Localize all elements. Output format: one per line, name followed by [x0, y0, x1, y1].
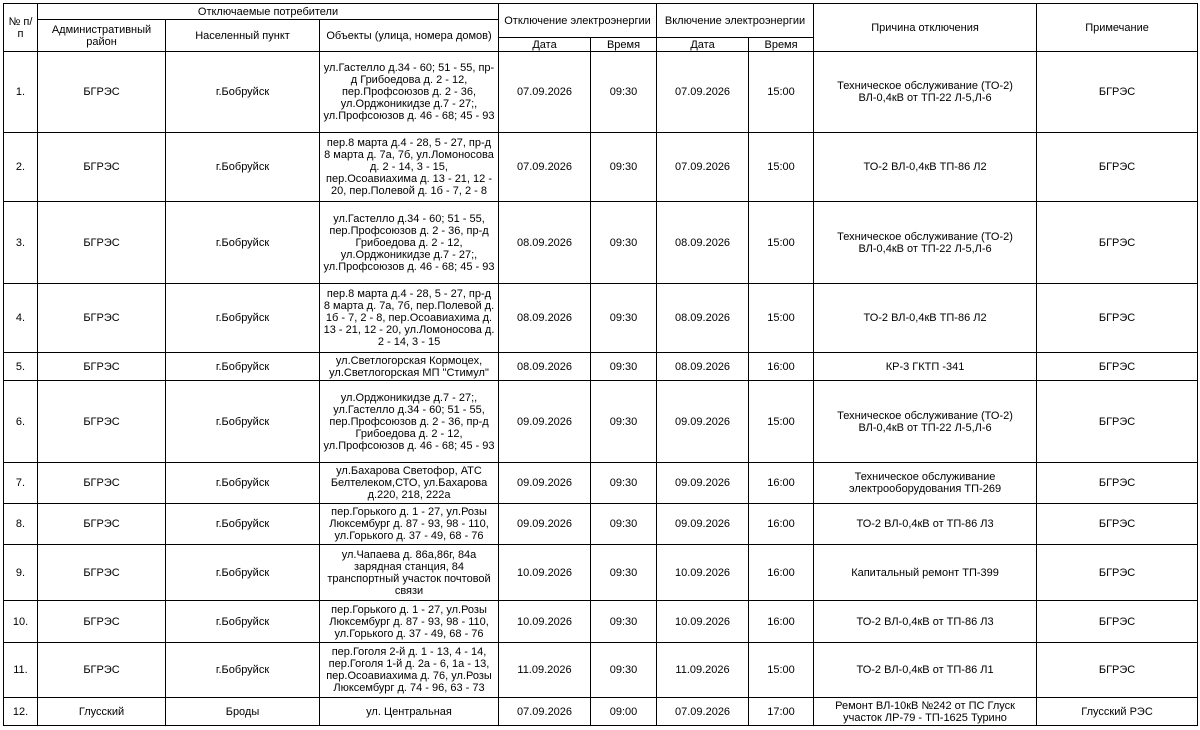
row-on-time: 17:00: [749, 698, 814, 726]
row-objects: пер.Горького д. 1 - 27, ул.Розы Люксембург д. 87 - 93, 98 - 110, ул.Горького д. 37 - 49, 68 - 76: [320, 601, 499, 643]
row-on-time: 16:00: [749, 353, 814, 381]
table-row: [4, 698, 1198, 726]
row-num: 7.: [4, 463, 38, 504]
row-objects: пер.Горького д. 1 - 27, ул.Розы Люксембург д. 87 - 93, 98 - 110, ул.Горького д. 37 - 49, 68 - 76: [320, 504, 499, 545]
row-locality: г.Бобруйск: [166, 133, 320, 202]
row-locality: г.Бобруйск: [166, 284, 320, 353]
row-on-time: 16:00: [749, 504, 814, 545]
row-on-date: 11.09.2026: [657, 643, 749, 698]
row-reason: ТО-2 ВЛ-0,4кВ ТП-86 Л2: [814, 284, 1037, 353]
header-consumers-group: Отключаемые потребители: [38, 4, 499, 20]
row-note: БГРЭС: [1037, 353, 1198, 381]
row-objects: ул.Орджоникидзе д.7 - 27;, ул.Гастелло д.34 - 60; 51 - 55, пер.Профсоюзов д. 2 - 36, пр-д Грибоедова д. 2 - 12, ул.Профсоюзов д. 46 - 68; 45 - 93: [320, 381, 499, 463]
row-note: Глусский РЭС: [1037, 698, 1198, 726]
row-district: БГРЭС: [38, 133, 166, 202]
row-on-time: 15:00: [749, 381, 814, 463]
row-district: БГРЭС: [38, 381, 166, 463]
row-objects: ул.Чапаева д. 86а,86г, 84а зарядная станция, 84 транспортный участок почтовой связи: [320, 545, 499, 601]
table-row: [4, 381, 1198, 463]
row-off-date: 11.09.2026: [499, 643, 591, 698]
row-locality: Броды: [166, 698, 320, 726]
row-num: 8.: [4, 504, 38, 545]
table-row: [4, 643, 1198, 698]
row-num: 12.: [4, 698, 38, 726]
row-reason: Капитальный ремонт ТП-399: [814, 545, 1037, 601]
row-off-time: 09:00: [591, 698, 657, 726]
row-locality: г.Бобруйск: [166, 381, 320, 463]
row-num: 4.: [4, 284, 38, 353]
row-off-time: 09:30: [591, 601, 657, 643]
header-locality: Населенный пункт: [166, 20, 320, 52]
row-reason: КР-3 ГКТП -341: [814, 353, 1037, 381]
row-district: БГРЭС: [38, 52, 166, 133]
row-on-date: 10.09.2026: [657, 601, 749, 643]
header-objects: Объекты (улица, номера домов): [320, 20, 499, 52]
row-on-date: 08.09.2026: [657, 284, 749, 353]
row-off-time: 09:30: [591, 504, 657, 545]
row-district: БГРЭС: [38, 504, 166, 545]
row-num: 2.: [4, 133, 38, 202]
table-row: [4, 463, 1198, 504]
row-district: БГРЭС: [38, 202, 166, 284]
row-on-date: 07.09.2026: [657, 698, 749, 726]
row-objects: пер.8 марта д.4 - 28, 5 - 27, пр-д 8 марта д. 7а, 7б, пер.Полевой д. 1б - 7, 2 - 8, пер.Осоавиахима д. 13 - 21, 12 - 20, ул.Ломоносова д. 2 - 14, 3 - 15: [320, 284, 499, 353]
row-on-date: 10.09.2026: [657, 545, 749, 601]
row-objects: ул.Гастелло д.34 - 60; 51 - 55, пер.Профсоюзов д. 2 - 36, пр-д Грибоедова д. 2 - 12, ул.Орджоникидзе д.7 - 27;, ул.Профсоюзов д. 46 - 68; 45 - 93: [320, 202, 499, 284]
table-row: [4, 504, 1198, 545]
row-on-time: 15:00: [749, 52, 814, 133]
row-on-date: 07.09.2026: [657, 133, 749, 202]
row-reason: ТО-2 ВЛ-0,4кВ от ТП-86 Л3: [814, 601, 1037, 643]
table-row: [4, 353, 1198, 381]
row-num: 5.: [4, 353, 38, 381]
row-note: БГРЭС: [1037, 463, 1198, 504]
row-district: Глусский: [38, 698, 166, 726]
row-reason: ТО-2 ВЛ-0,4кВ ТП-86 Л2: [814, 133, 1037, 202]
row-reason: Ремонт ВЛ-10кВ №242 от ПС Глуск участок ЛР-79 - ТП-1625 Турино: [814, 698, 1037, 726]
row-off-date: 07.09.2026: [499, 52, 591, 133]
row-off-time: 09:30: [591, 545, 657, 601]
row-note: БГРЭС: [1037, 381, 1198, 463]
row-locality: г.Бобруйск: [166, 463, 320, 504]
row-objects: ул.Светлогорская Кормоцех, ул.Светлогорская МП "Стимул": [320, 353, 499, 381]
row-district: БГРЭС: [38, 601, 166, 643]
row-off-time: 09:30: [591, 643, 657, 698]
row-off-time: 09:30: [591, 381, 657, 463]
row-on-date: 08.09.2026: [657, 353, 749, 381]
row-reason: ТО-2 ВЛ-0,4кВ от ТП-86 Л1: [814, 643, 1037, 698]
row-on-date: 07.09.2026: [657, 52, 749, 133]
row-locality: г.Бобруйск: [166, 545, 320, 601]
header-num: № п/п: [4, 4, 38, 52]
row-num: 1.: [4, 52, 38, 133]
row-locality: г.Бобруйск: [166, 52, 320, 133]
row-off-time: 09:30: [591, 52, 657, 133]
row-reason: Техническое обслуживание (ТО-2) ВЛ-0,4кВ от ТП-22 Л-5,Л-6: [814, 202, 1037, 284]
row-note: БГРЭС: [1037, 504, 1198, 545]
header-outage-group: Отключение электроэнергии: [499, 4, 657, 38]
row-note: БГРЭС: [1037, 545, 1198, 601]
table-row: [4, 284, 1198, 353]
header-reason: Причина отключения: [814, 4, 1037, 52]
row-off-date: 10.09.2026: [499, 545, 591, 601]
row-on-time: 16:00: [749, 601, 814, 643]
row-num: 3.: [4, 202, 38, 284]
row-off-date: 08.09.2026: [499, 353, 591, 381]
row-objects: ул.Бахарова Светофор, АТС Белтелеком,СТО, ул.Бахарова д.220, 218, 222а: [320, 463, 499, 504]
row-reason: ТО-2 ВЛ-0,4кВ от ТП-86 Л3: [814, 504, 1037, 545]
row-num: 9.: [4, 545, 38, 601]
row-on-time: 15:00: [749, 202, 814, 284]
row-off-date: 09.09.2026: [499, 463, 591, 504]
row-on-time: 16:00: [749, 463, 814, 504]
row-off-date: 10.09.2026: [499, 601, 591, 643]
row-off-time: 09:30: [591, 463, 657, 504]
header-restore-group: Включение электроэнергии: [657, 4, 814, 38]
row-note: БГРЭС: [1037, 52, 1198, 133]
row-on-date: 08.09.2026: [657, 202, 749, 284]
row-on-time: 15:00: [749, 133, 814, 202]
row-district: БГРЭС: [38, 284, 166, 353]
table-row: [4, 601, 1198, 643]
row-on-time: 15:00: [749, 643, 814, 698]
row-num: 10.: [4, 601, 38, 643]
header-district: Административный район: [38, 20, 166, 52]
table-row: [4, 202, 1198, 284]
row-objects: пер.Гоголя 2-й д. 1 - 13, 4 - 14, пер.Гоголя 1-й д. 2а - 6, 1а - 13, пер.Осоавиахима д. 76, ул.Розы Люксембург д. 74 - 96, 63 - 73: [320, 643, 499, 698]
row-objects: ул.Гастелло д.34 - 60; 51 - 55, пр-д Грибоедова д. 2 - 12, пер.Профсоюзов д. 2 - 36, ул.Орджоникидзе д.7 - 27;, ул.Профсоюзов д. 46 - 68; 45 - 93: [320, 52, 499, 133]
row-on-time: 15:00: [749, 284, 814, 353]
row-district: БГРЭС: [38, 643, 166, 698]
row-off-time: 09:30: [591, 202, 657, 284]
row-on-date: 09.09.2026: [657, 463, 749, 504]
table-row: [4, 133, 1198, 202]
row-off-date: 08.09.2026: [499, 284, 591, 353]
row-note: БГРЭС: [1037, 601, 1198, 643]
row-locality: г.Бобруйск: [166, 353, 320, 381]
row-reason: Техническое обслуживание (ТО-2) ВЛ-0,4кВ от ТП-22 Л-5,Л-6: [814, 52, 1037, 133]
row-off-date: 09.09.2026: [499, 381, 591, 463]
row-on-time: 16:00: [749, 545, 814, 601]
header-note: Примечание: [1037, 4, 1198, 52]
row-locality: г.Бобруйск: [166, 643, 320, 698]
table-row: [4, 52, 1198, 133]
row-district: БГРЭС: [38, 545, 166, 601]
row-district: БГРЭС: [38, 353, 166, 381]
row-reason: Техническое обслуживание электрооборудования ТП-269: [814, 463, 1037, 504]
outage-schedule-table: [3, 3, 1198, 726]
row-off-date: 07.09.2026: [499, 698, 591, 726]
row-district: БГРЭС: [38, 463, 166, 504]
row-on-date: 09.09.2026: [657, 381, 749, 463]
row-num: 11.: [4, 643, 38, 698]
row-locality: г.Бобруйск: [166, 504, 320, 545]
row-note: БГРЭС: [1037, 202, 1198, 284]
row-locality: г.Бобруйск: [166, 601, 320, 643]
header-on-time: Время: [749, 38, 814, 52]
row-off-time: 09:30: [591, 284, 657, 353]
header-off-date: Дата: [499, 38, 591, 52]
row-off-date: 08.09.2026: [499, 202, 591, 284]
row-off-time: 09:30: [591, 133, 657, 202]
row-off-date: 09.09.2026: [499, 504, 591, 545]
row-on-date: 09.09.2026: [657, 504, 749, 545]
header-on-date: Дата: [657, 38, 749, 52]
table-row: [4, 545, 1198, 601]
row-note: БГРЭС: [1037, 133, 1198, 202]
row-objects: ул. Центральная: [320, 698, 499, 726]
row-locality: г.Бобруйск: [166, 202, 320, 284]
row-off-time: 09:30: [591, 353, 657, 381]
row-off-date: 07.09.2026: [499, 133, 591, 202]
header-off-time: Время: [591, 38, 657, 52]
row-num: 6.: [4, 381, 38, 463]
row-note: БГРЭС: [1037, 643, 1198, 698]
row-reason: Техническое обслуживание (ТО-2) ВЛ-0,4кВ от ТП-22 Л-5,Л-6: [814, 381, 1037, 463]
row-objects: пер.8 марта д.4 - 28, 5 - 27, пр-д 8 марта д. 7а, 7б, ул.Ломоносова д. 2 - 14, 3 - 15, пер.Осоавиахима д. 13 - 21, 12 - 20, пер.Полевой д. 1б - 7, 2 - 8: [320, 133, 499, 202]
row-note: БГРЭС: [1037, 284, 1198, 353]
